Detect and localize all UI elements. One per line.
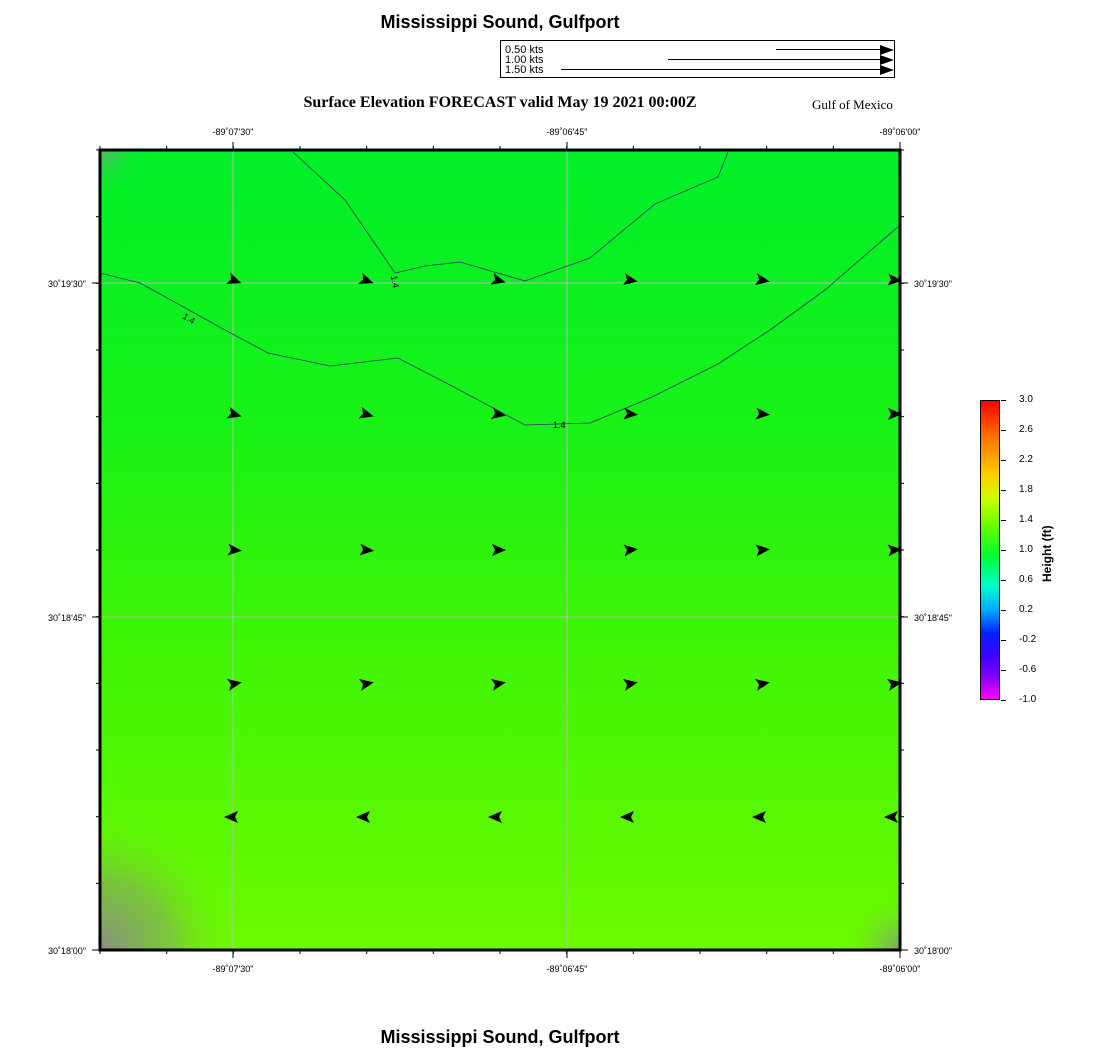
lon-label-bottom: -89˚07'30" [212, 964, 254, 974]
colorbar-tick [1001, 430, 1006, 431]
lon-label-top: -89˚07'30" [212, 127, 254, 137]
lat-label-left: 30˚18'00" [48, 946, 86, 956]
map-title: Mississippi Sound, Gulfport [380, 12, 620, 32]
contour-label: 1.4 [389, 274, 402, 289]
forecast-subtitle: Surface Elevation FORECAST valid May 19 2021 00:00Z [303, 94, 697, 111]
colorbar-tick [1001, 640, 1006, 641]
colorbar-label: 0.2 [1019, 604, 1033, 615]
colorbar-label: 1.0 [1019, 544, 1033, 555]
lon-label-bottom: -89˚06'00" [879, 964, 921, 974]
legend-label-0: 0.50 kts [505, 44, 544, 56]
colorbar-tick [1001, 550, 1006, 551]
colorbar-tick [1001, 580, 1006, 581]
contour-label: 1.4 [181, 311, 197, 326]
colorbar-tick [1001, 400, 1006, 401]
colorbar-label: -0.6 [1019, 664, 1037, 675]
lon-label-top: -89˚06'45" [546, 127, 588, 137]
colorbar-tick [1001, 460, 1006, 461]
map-title-bottom: Mississippi Sound, Gulfport [380, 1027, 620, 1047]
contour-label: 1.4 [553, 420, 566, 430]
colorbar-label: 1.4 [1019, 514, 1033, 525]
height-colorbar [980, 400, 1000, 700]
lon-label-bottom: -89˚06'45" [546, 964, 588, 974]
colorbar-label: -1.0 [1019, 694, 1037, 705]
colorbar-label: 0.6 [1019, 574, 1033, 585]
lat-label-right: 30˚18'45" [914, 613, 952, 623]
lat-label-right: 30˚19'30" [914, 279, 952, 289]
lat-label-right: 30˚18'00" [914, 946, 952, 956]
lon-label-top: -89˚06'00" [879, 127, 921, 137]
colorbar-tick [1001, 670, 1006, 671]
region-label: Gulf of Mexico [812, 97, 893, 112]
lat-label-left: 30˚18'45" [48, 613, 86, 623]
colorbar-tick [1001, 700, 1006, 701]
lat-label-left: 30˚19'30" [48, 279, 86, 289]
legend-label-1: 1.00 kts [505, 54, 544, 66]
colorbar-title-text: Height (ft) [1040, 525, 1054, 582]
colorbar-label: 3.0 [1019, 394, 1033, 405]
colorbar-label: 2.6 [1019, 424, 1033, 435]
colorbar-tick [1001, 610, 1006, 611]
legend-label-2: 1.50 kts [505, 64, 544, 76]
colorbar-tick [1001, 490, 1006, 491]
colorbar-label: 2.2 [1019, 454, 1033, 465]
colorbar-label: -0.2 [1019, 634, 1037, 645]
colorbar-tick [1001, 520, 1006, 521]
colorbar-label: 1.8 [1019, 484, 1033, 495]
